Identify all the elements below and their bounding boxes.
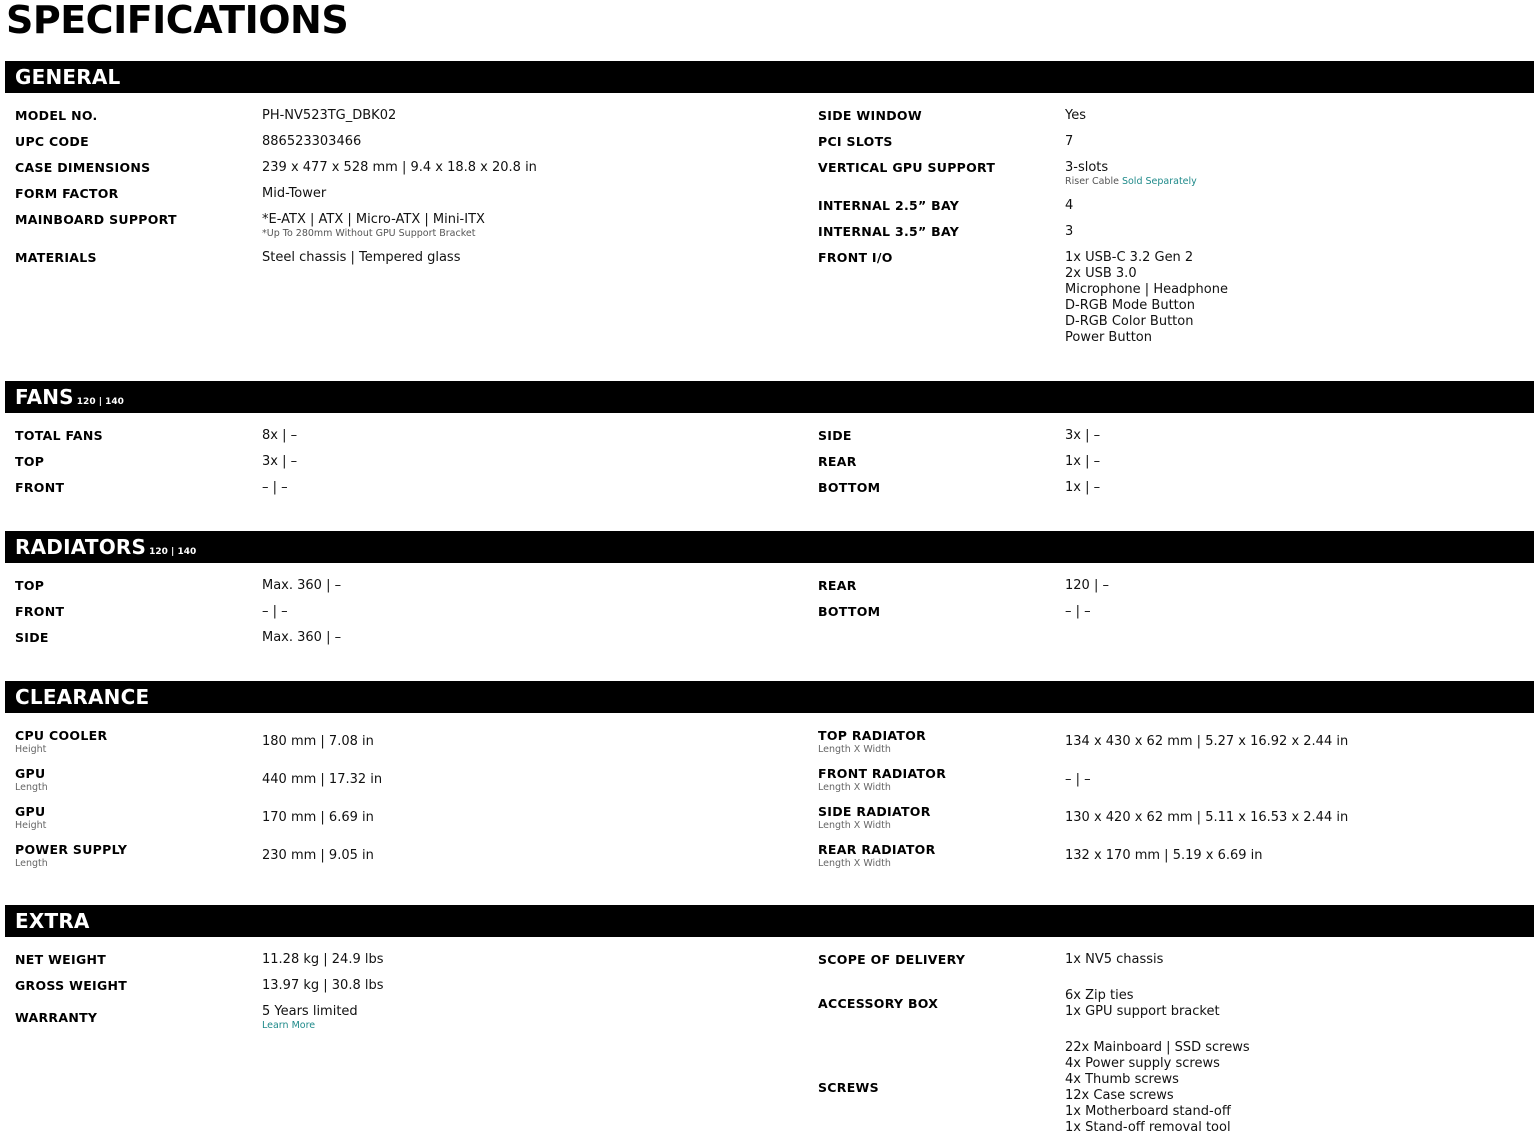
spec-value-total-fans: 8x | – <box>262 428 298 443</box>
section-header-fans <box>5 381 1534 413</box>
spec-value-rad-bottom: – | – <box>1065 604 1091 619</box>
spec-label-screws: SCREWS <box>818 1080 879 1095</box>
spec-value-upc: 886523303466 <box>262 134 362 149</box>
spec-value-rad-rear: 120 | – <box>1065 578 1109 593</box>
list-item: 1x Motherboard stand-off <box>1065 1104 1231 1119</box>
section-header-clearance <box>5 681 1534 713</box>
spec-sublabel-top-radiator: Length X Width <box>818 744 891 755</box>
section-title-text: FANS <box>15 385 74 409</box>
spec-value-front-io <box>1065 250 1228 346</box>
list-item: Microphone | Headphone <box>1065 282 1228 297</box>
spec-label-cpu-cooler: CPU COOLER <box>15 728 108 743</box>
section-title: EXTRA <box>15 909 90 933</box>
spec-value-accessory-box <box>1065 988 1220 1020</box>
spec-label-warranty: WARRANTY <box>15 1010 98 1025</box>
spec-value-gpu-height: 170 mm | 6.69 in <box>262 810 374 825</box>
spec-value-form-factor: Mid-Tower <box>262 186 327 201</box>
section-title: CLEARANCE <box>15 685 150 709</box>
spec-label-accessory-box: ACCESSORY BOX <box>818 996 939 1011</box>
sold-separately-link[interactable]: Sold Separately <box>1121 176 1197 187</box>
list-item: 4x Power supply screws <box>1065 1056 1220 1071</box>
spec-label-power-supply: POWER SUPPLY <box>15 842 128 857</box>
section-header-extra <box>5 905 1534 937</box>
spec-label-fans-rear: REAR <box>818 454 857 469</box>
spec-label-model-no: MODEL NO. <box>15 108 98 123</box>
spec-label-internal-35: INTERNAL 3.5” BAY <box>818 224 960 239</box>
spec-label-internal-25: INTERNAL 2.5” BAY <box>818 198 960 213</box>
section-header-general <box>5 61 1534 93</box>
spec-label-fans-top: TOP <box>15 454 45 469</box>
spec-value-fans-front: – | – <box>262 480 288 495</box>
spec-value-case-dimensions: 239 x 477 x 528 mm | 9.4 x 18.8 x 20.8 in <box>262 160 537 175</box>
spec-sublabel-cpu-cooler: Height <box>15 744 47 755</box>
spec-label-case-dimensions: CASE DIMENSIONS <box>15 160 151 175</box>
spec-value-gpu-length: 440 mm | 17.32 in <box>262 772 383 787</box>
spec-value-screws <box>1065 1040 1250 1136</box>
spec-value-power-supply: 230 mm | 9.05 in <box>262 848 374 863</box>
spec-sublabel-side-radiator: Length X Width <box>818 820 891 831</box>
spec-value-top-radiator: 134 x 430 x 62 mm | 5.27 x 16.92 x 2.44 in <box>1065 734 1349 749</box>
spec-sublabel-power-supply: Length <box>15 858 48 869</box>
spec-label-rad-bottom: BOTTOM <box>818 604 881 619</box>
list-item: D-RGB Color Button <box>1065 314 1194 329</box>
spec-sublabel-front-radiator: Length X Width <box>818 782 891 793</box>
spec-value-internal-25: 4 <box>1065 198 1074 213</box>
learn-more-link[interactable]: Learn More <box>262 1020 316 1031</box>
spec-label-rear-radiator: REAR RADIATOR <box>818 842 936 857</box>
spec-label-fans-front: FRONT <box>15 480 65 495</box>
list-item: 22x Mainboard | SSD screws <box>1065 1040 1250 1055</box>
spec-label-form-factor: FORM FACTOR <box>15 186 119 201</box>
section-title <box>15 534 196 565</box>
spec-value-fans-rear: 1x | – <box>1065 454 1101 469</box>
spec-label-mainboard-support: MAINBOARD SUPPORT <box>15 212 177 227</box>
spec-value-rad-top: Max. 360 | – <box>262 578 342 593</box>
list-item: 1x GPU support bracket <box>1065 1004 1220 1019</box>
section-subtitle: 120 | 140 <box>76 397 124 407</box>
list-item: 4x Thumb screws <box>1065 1072 1179 1087</box>
spec-value-net-weight: 11.28 kg | 24.9 lbs <box>262 952 384 967</box>
spec-value-front-radiator: – | – <box>1065 772 1091 787</box>
spec-value-mainboard-support: *E-ATX | ATX | Micro-ATX | Mini-ITX <box>262 212 485 227</box>
spec-value-gross-weight: 13.97 kg | 30.8 lbs <box>262 978 384 993</box>
section-title <box>15 384 124 415</box>
spec-value-scope: 1x NV5 chassis <box>1065 952 1164 967</box>
spec-label-top-radiator: TOP RADIATOR <box>818 728 927 743</box>
section-header-radiators <box>5 531 1534 563</box>
spec-note-vertical-gpu <box>1065 176 1197 188</box>
spec-sublabel-gpu-length: Length <box>15 782 48 793</box>
riser-cable-note: Riser Cable <box>1065 176 1119 187</box>
spec-value-rear-radiator: 132 x 170 mm | 5.19 x 6.69 in <box>1065 848 1263 863</box>
list-item: 1x USB-C 3.2 Gen 2 <box>1065 250 1194 265</box>
spec-value-vertical-gpu: 3-slots <box>1065 160 1109 175</box>
spec-label-total-fans: TOTAL FANS <box>15 428 103 443</box>
spec-value-side-radiator: 130 x 420 x 62 mm | 5.11 x 16.53 x 2.44 in <box>1065 810 1349 825</box>
section-title: GENERAL <box>15 65 121 89</box>
spec-sublabel-rear-radiator: Length X Width <box>818 858 891 869</box>
list-item: 2x USB 3.0 <box>1065 266 1137 281</box>
spec-label-front-radiator: FRONT RADIATOR <box>818 766 947 781</box>
spec-value-fans-top: 3x | – <box>262 454 298 469</box>
section-subtitle: 120 | 140 <box>149 547 197 557</box>
spec-value-rad-front: – | – <box>262 604 288 619</box>
spec-label-vertical-gpu: VERTICAL GPU SUPPORT <box>818 160 996 175</box>
spec-label-side-radiator: SIDE RADIATOR <box>818 804 931 819</box>
list-item: Power Button <box>1065 330 1152 345</box>
list-item: 6x Zip ties <box>1065 988 1134 1003</box>
list-item: 12x Case screws <box>1065 1088 1174 1103</box>
spec-label-fans-bottom: BOTTOM <box>818 480 881 495</box>
spec-sublabel-gpu-height: Height <box>15 820 47 831</box>
spec-value-model-no: PH-NV523TG_DBK02 <box>262 108 397 123</box>
spec-value-fans-bottom: 1x | – <box>1065 480 1101 495</box>
spec-value-pci-slots: 7 <box>1065 134 1074 149</box>
spec-label-gross-weight: GROSS WEIGHT <box>15 978 128 993</box>
spec-label-upc: UPC CODE <box>15 134 89 149</box>
spec-label-side-window: SIDE WINDOW <box>818 108 922 123</box>
spec-note-mainboard-support: *Up To 280mm Without GPU Support Bracket <box>262 228 476 239</box>
list-item: 1x Stand-off removal tool <box>1065 1120 1231 1135</box>
spec-label-net-weight: NET WEIGHT <box>15 952 107 967</box>
section-title-text: RADIATORS <box>15 535 147 559</box>
spec-value-side-window: Yes <box>1065 108 1086 123</box>
spec-label-rad-side: SIDE <box>15 630 49 645</box>
page-title: SPECIFICATIONS <box>6 0 349 42</box>
list-item: D-RGB Mode Button <box>1065 298 1195 313</box>
spec-label-rad-top: TOP <box>15 578 45 593</box>
spec-label-gpu-length: GPU <box>15 766 46 781</box>
spec-value-cpu-cooler: 180 mm | 7.08 in <box>262 734 374 749</box>
spec-value-materials: Steel chassis | Tempered glass <box>262 250 461 265</box>
spec-value-internal-35: 3 <box>1065 224 1074 239</box>
spec-value-warranty: 5 Years limited <box>262 1004 358 1019</box>
spec-label-materials: MATERIALS <box>15 250 97 265</box>
spec-value-rad-side: Max. 360 | – <box>262 630 342 645</box>
spec-label-fans-side: SIDE <box>818 428 852 443</box>
spec-label-gpu-height: GPU <box>15 804 46 819</box>
spec-label-pci-slots: PCI SLOTS <box>818 134 893 149</box>
spec-label-front-io: FRONT I/O <box>818 250 893 265</box>
spec-label-rad-front: FRONT <box>15 604 65 619</box>
spec-label-scope: SCOPE OF DELIVERY <box>818 952 966 967</box>
spec-value-fans-side: 3x | – <box>1065 428 1101 443</box>
spec-label-rad-rear: REAR <box>818 578 857 593</box>
